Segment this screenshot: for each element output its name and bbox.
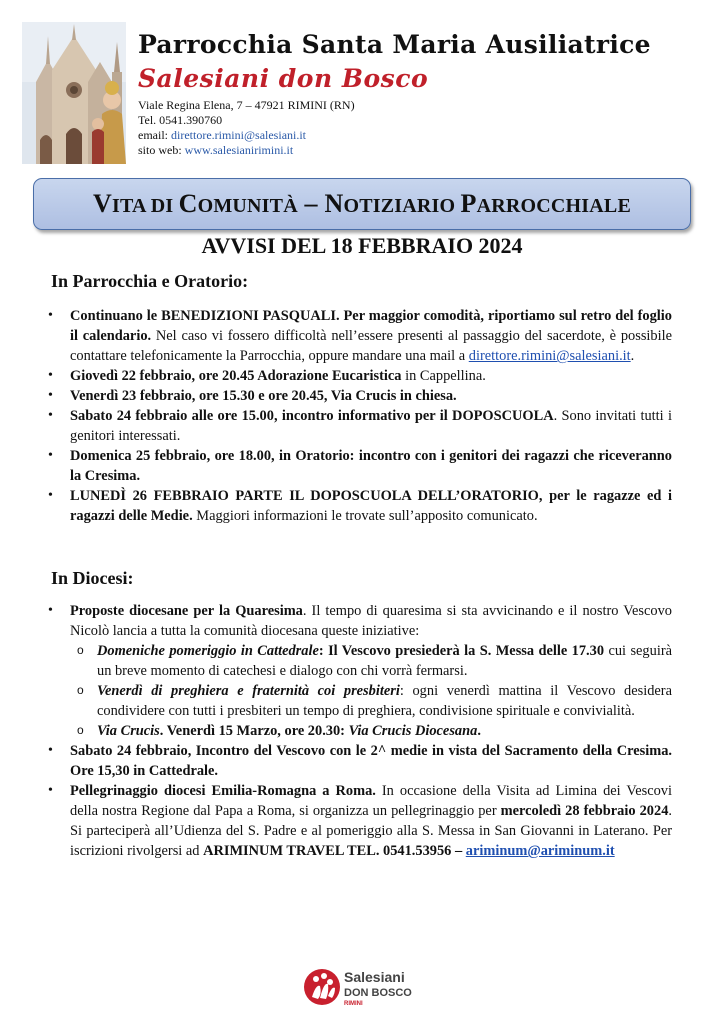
contact-info xyxy=(138,98,355,158)
item-text: in Cappellina. xyxy=(401,368,486,384)
item-bold: . xyxy=(477,723,481,739)
item-bold: : Il Vescovo presiederà la S. Messa delle 17.30 xyxy=(318,643,605,659)
item-text: . Si parteciperà all’Udienza del S. Padre e al pomeriggio alla S. Messa in San Giovanni in Laterano. Per iscrizioni rivolgersi ad xyxy=(70,803,672,859)
website-link[interactable]: www.salesianirimini.it xyxy=(184,143,294,157)
diocese-notices-list xyxy=(0,601,724,861)
item-bold: Proposte diocesane per la Quaresima xyxy=(70,603,303,619)
sub-list-item xyxy=(97,641,672,681)
banner-cap-n: N xyxy=(324,189,344,218)
item-text: Maggiori informazioni le trovate sull’apposito comunicato. xyxy=(192,508,538,524)
list-item xyxy=(70,781,672,861)
section-heading-diocese: In Diocesi: xyxy=(51,568,134,588)
item-bold: Giovedì 22 febbraio, ore 20.45 Adorazione Eucaristica xyxy=(70,368,402,384)
newsletter-banner xyxy=(33,178,691,230)
address: Viale Regina Elena, 7 – 47921 RIMINI (RN) xyxy=(138,98,355,112)
list-item xyxy=(70,601,672,641)
banner-part: ARROCCHIALE xyxy=(476,195,632,217)
item-bold: Sabato 24 febbraio alle ore 15.00 xyxy=(70,408,274,424)
email-link[interactable]: direttore.rimini@salesiani.it xyxy=(171,128,307,142)
list-item xyxy=(70,741,672,781)
logo-line1: Salesiani xyxy=(344,969,405,985)
banner-title xyxy=(93,189,631,219)
item-bold-italic: Venerdì di preghiera e fraternità coi presbiteri xyxy=(97,683,400,699)
item-bold-italic: Via Crucis Diocesana xyxy=(348,723,478,739)
banner-cap-p: P xyxy=(460,189,477,218)
banner-part: OTIZIARIO xyxy=(343,195,461,217)
list-item xyxy=(70,446,672,486)
item-bold: Venerdì 23 febbraio, ore 15.30 e ore 20.45, Via Crucis in chiesa. xyxy=(70,388,457,404)
salesiani-logo xyxy=(302,964,426,1010)
phone: Tel. 0541.390760 xyxy=(138,113,223,127)
list-item xyxy=(70,366,672,386)
notices-date-heading: AVVISI DEL 18 FEBBRAIO 2024 xyxy=(201,233,523,258)
item-bold: , xyxy=(273,408,282,424)
item-text: . xyxy=(630,348,635,364)
item-bold: . Venerdì 15 Marzo, ore 20.30: xyxy=(159,723,349,739)
item-bold: mercoledì 28 febbraio 2024 xyxy=(500,803,669,819)
church-photo xyxy=(22,22,126,164)
item-text: : ogni venerdì mattina il Vescovo desidera condividere con tutti i presbiteri un tempo di preghiera, condivisione spirituale e convivialità. xyxy=(97,683,672,719)
list-item xyxy=(70,486,672,526)
item-bold: Pellegrinaggio diocesi Emilia-Romagna a Roma. xyxy=(70,783,376,799)
banner-part: ITA DI xyxy=(111,195,179,217)
item-bold: Domenica 25 febbraio, ore 18.00, in Oratorio: incontro con i genitori dei ragazzi che riceveranno la Cresima. xyxy=(70,448,672,484)
email-line xyxy=(138,128,355,143)
item-bold: ARIMINUM TRAVEL TEL. 0541.53956 – xyxy=(203,843,466,859)
email-label: email: xyxy=(138,128,171,142)
item-bold-italic: Domeniche pomeriggio in Cattedrale xyxy=(97,643,319,659)
section-heading-parish: In Parrocchia e Oratorio: xyxy=(51,271,249,291)
item-bold: LUNEDÌ 26 FEBBRAIO PARTE IL DOPOSCUOLA DELL’ORATORIO, per le ragazze ed i ragazzi delle Medie. xyxy=(70,488,672,524)
list-item xyxy=(70,386,672,406)
parish-subtitle: Salesiani don Bosco xyxy=(138,64,429,93)
parish-notices-list xyxy=(0,306,724,526)
banner-cap-v: V xyxy=(92,189,112,218)
logo-line3: RIMINI xyxy=(344,1001,363,1007)
item-text: . Il tempo di quaresima si sta avvicinando e il nostro Vescovo Nicolò lancia a tutta la comunità diocesana queste iniziative: xyxy=(70,603,672,639)
email-link[interactable]: direttore.rimini@salesiani.it xyxy=(468,348,631,364)
parish-title: Parrocchia Santa Maria Ausiliatrice xyxy=(138,30,651,59)
item-bold: Continuano le BENEDIZIONI PASQUALI. Per maggior comodità, riportiamo sul retro del foglio il calendario. xyxy=(70,308,672,344)
banner-part: OMUNITÀ xyxy=(197,195,298,217)
item-bold: incontro informativo per il DOPOSCUOLA xyxy=(281,408,554,424)
logo-line2: DON BOSCO xyxy=(344,987,412,999)
item-text: cui seguirà un breve momento di catechesi e dialogo con chi vorrà fermarsi. xyxy=(97,643,673,679)
item-text: . Sono invitati tutti i genitori interessati. xyxy=(70,408,672,444)
email-link[interactable]: ariminum@ariminum.it xyxy=(465,843,615,859)
item-bold: Sabato 24 febbraio, Incontro del Vescovo con le 2^ medie in vista del Sacramento della Cresima. Ore 15,30 in Cattedrale. xyxy=(70,743,672,779)
item-text: Nel caso vi fossero difficoltà nell’essere presenti al passaggio del sacerdote, è possibile contattare telefonicamente la Parrocchia, oppure mandare una mail a xyxy=(70,328,672,364)
item-bold-italic: Via Crucis xyxy=(97,723,160,739)
item-text: In occasione della Visita ad Limina dei Vescovi della nostra Regione dal Papa a Roma, si organizza un pellegrinaggio per xyxy=(70,783,672,819)
list-item xyxy=(70,306,672,366)
list-item xyxy=(70,406,672,446)
sub-list-item xyxy=(97,721,672,741)
web-label: sito web: xyxy=(138,143,185,157)
banner-dash: – xyxy=(297,189,325,218)
banner-cap-c: C xyxy=(178,189,198,218)
web-line xyxy=(138,143,355,158)
sub-list-item xyxy=(97,681,672,721)
